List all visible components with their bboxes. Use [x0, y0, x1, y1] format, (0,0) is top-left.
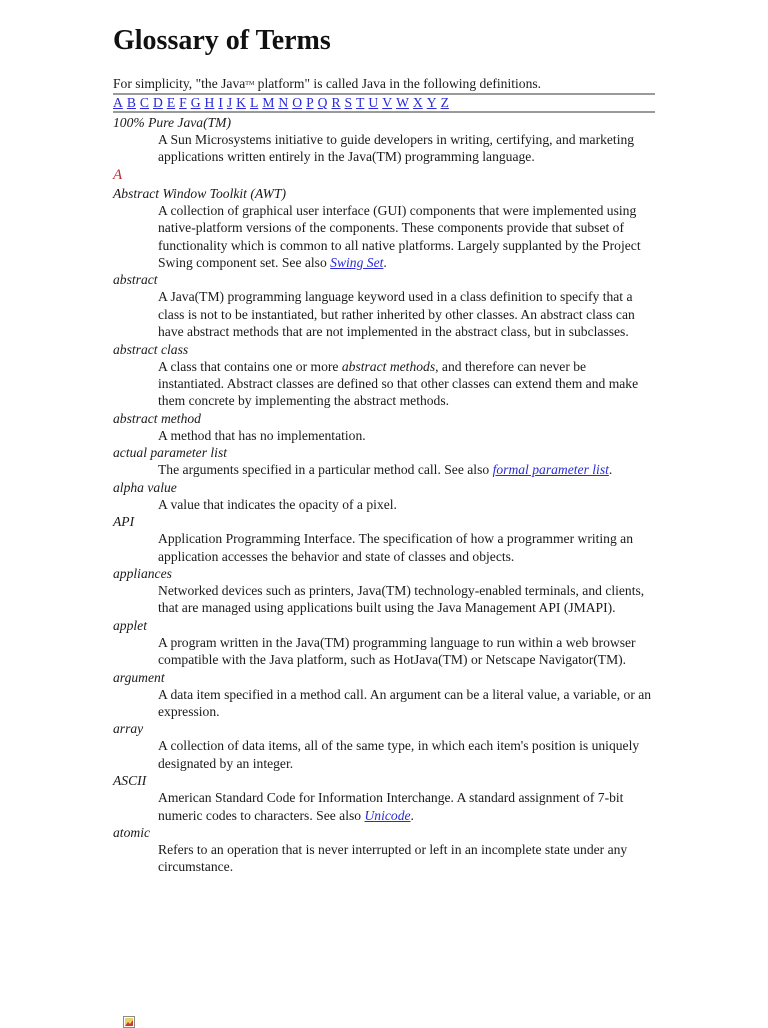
- section-letter-a: A: [113, 166, 123, 183]
- definition-abstract-method: A method that has no implementation.: [158, 427, 366, 443]
- term-actual-parameter-list: actual parameter list: [113, 445, 228, 461]
- alphabet-link-c[interactable]: C: [139, 95, 149, 110]
- term-api: API: [113, 514, 135, 530]
- abstract-methods-emphasis: abstract methods: [341, 358, 436, 374]
- definition-appliances: Networked devices such as printers, Java(TM) technology-enabled terminals, and clients, that are managed using applications built using the Java Management API (JMAPI).: [158, 582, 645, 616]
- alphabet-link-h[interactable]: H: [204, 95, 215, 110]
- definition-actual-parameter-list: The arguments specified in a particular method call. See also formal parameter list.: [158, 462, 613, 478]
- term-100-pure-java: 100% Pure Java(TM): [113, 115, 232, 130]
- definition-applet: A program written in the Java(TM) programming language to run within a web browser compatible with the Java platform, such as HotJava(TM) or Netscape Navigator(TM).: [158, 634, 636, 668]
- definition-array: A collection of data items, all of the same type, in which each item's position is uniquely designated by an integer.: [158, 738, 640, 771]
- unicode-link[interactable]: Unicode: [364, 807, 411, 823]
- definition-argument: A data item specified in a method call. An argument can be a literal value, a variable, or an expression.: [158, 686, 652, 719]
- alphabet-link-z[interactable]: Z: [440, 95, 449, 110]
- alphabet-link-d[interactable]: D: [152, 95, 163, 110]
- glossary-page: [113, 22, 655, 876]
- alphabet-link-g[interactable]: G: [190, 95, 201, 110]
- term-alpha-value: alpha value: [113, 479, 177, 495]
- term-awt: Abstract Window Toolkit (AWT): [113, 185, 287, 201]
- divider-bottom: [113, 111, 655, 113]
- alphabet-link-u[interactable]: U: [368, 95, 379, 110]
- broken-image-icon: [123, 1016, 135, 1028]
- trademark-mark: TM: [245, 81, 255, 87]
- alphabet-link-r[interactable]: R: [331, 95, 341, 110]
- alphabet-link-m[interactable]: M: [262, 95, 275, 110]
- term-abstract: abstract: [113, 272, 158, 288]
- definition-abstract-class: A class that contains one or more abstract methods, and therefore can never be instantiated. Abstract classes are defined so that other classes can extend them and make them concrete by implementing the abstract methods.: [158, 358, 639, 409]
- swing-set-link[interactable]: Swing Set: [330, 255, 384, 271]
- alphabet-link-i[interactable]: I: [218, 95, 223, 110]
- definition-atomic: Refers to an operation that is never interrupted or left in an incomplete state under any circumstance.: [158, 841, 628, 875]
- alphabet-link-w[interactable]: W: [396, 95, 409, 110]
- formal-parameter-list-link[interactable]: formal parameter list: [492, 462, 609, 478]
- definition-awt: A collection of graphical user interface (GUI) components that were implemented using native-platform versions of the components. These components provide that subset of functionality which is common to all native platforms. Largely supplanted by the Project Swing component set. See also Swing Set.: [158, 202, 641, 271]
- alphabet-link-y[interactable]: Y: [426, 95, 437, 110]
- alphabet-link-v[interactable]: V: [382, 95, 393, 110]
- term-argument: argument: [113, 669, 165, 685]
- page-title: Glossary of Terms: [113, 25, 331, 56]
- term-array: array: [113, 721, 144, 737]
- definition-100-pure-java: A Sun Microsystems initiative to guide developers in writing, certifying, and marketing applications written entirely in the Java(TM) programming language.: [158, 132, 635, 165]
- definition-alpha-value: A value that indicates the opacity of a pixel.: [158, 496, 397, 512]
- alphabet-link-q[interactable]: Q: [317, 95, 328, 110]
- definition-api: Application Programming Interface. The specification of how a programmer writing an application accesses the behavior and state of classes and objects.: [158, 531, 633, 564]
- alphabet-link-f[interactable]: F: [179, 95, 187, 110]
- alphabet-link-p[interactable]: P: [306, 95, 314, 110]
- alphabet-link-k[interactable]: K: [236, 95, 246, 110]
- term-atomic: atomic: [113, 824, 150, 840]
- term-abstract-method: abstract method: [113, 410, 201, 426]
- alphabet-link-e[interactable]: E: [166, 95, 176, 110]
- definition-ascii: American Standard Code for Information Interchange. A standard assignment of 7-bit numeric codes to characters. See also Unicode.: [158, 790, 624, 823]
- intro-text: For simplicity, "the Java™ platform" is called Java in the following definitions.: [113, 76, 542, 91]
- alphabet-link-l[interactable]: L: [250, 95, 259, 110]
- alphabet-link-n[interactable]: N: [278, 95, 289, 110]
- alphabet-nav: [113, 95, 655, 111]
- term-abstract-class: abstract class: [113, 341, 189, 357]
- alphabet-link-j[interactable]: J: [226, 95, 233, 110]
- alphabet-link-t[interactable]: T: [356, 95, 365, 110]
- term-applet: applet: [113, 617, 147, 633]
- alphabet-link-o[interactable]: O: [292, 95, 303, 110]
- glossary-list: [113, 114, 655, 876]
- alphabet-link-a[interactable]: A: [113, 95, 123, 110]
- alphabet-link-s[interactable]: S: [344, 95, 353, 110]
- alphabet-link-x[interactable]: X: [412, 95, 423, 110]
- alphabet-link-b[interactable]: B: [126, 95, 136, 110]
- term-appliances: appliances: [113, 565, 172, 581]
- definition-abstract: A Java(TM) programming language keyword used in a class definition to specify that a class is not to be instantiated, but rather inherited by other classes. An abstract class can have abstract methods that are not implemented in the abstract class, but in subclasses.: [158, 289, 635, 340]
- term-ascii: ASCII: [113, 773, 147, 789]
